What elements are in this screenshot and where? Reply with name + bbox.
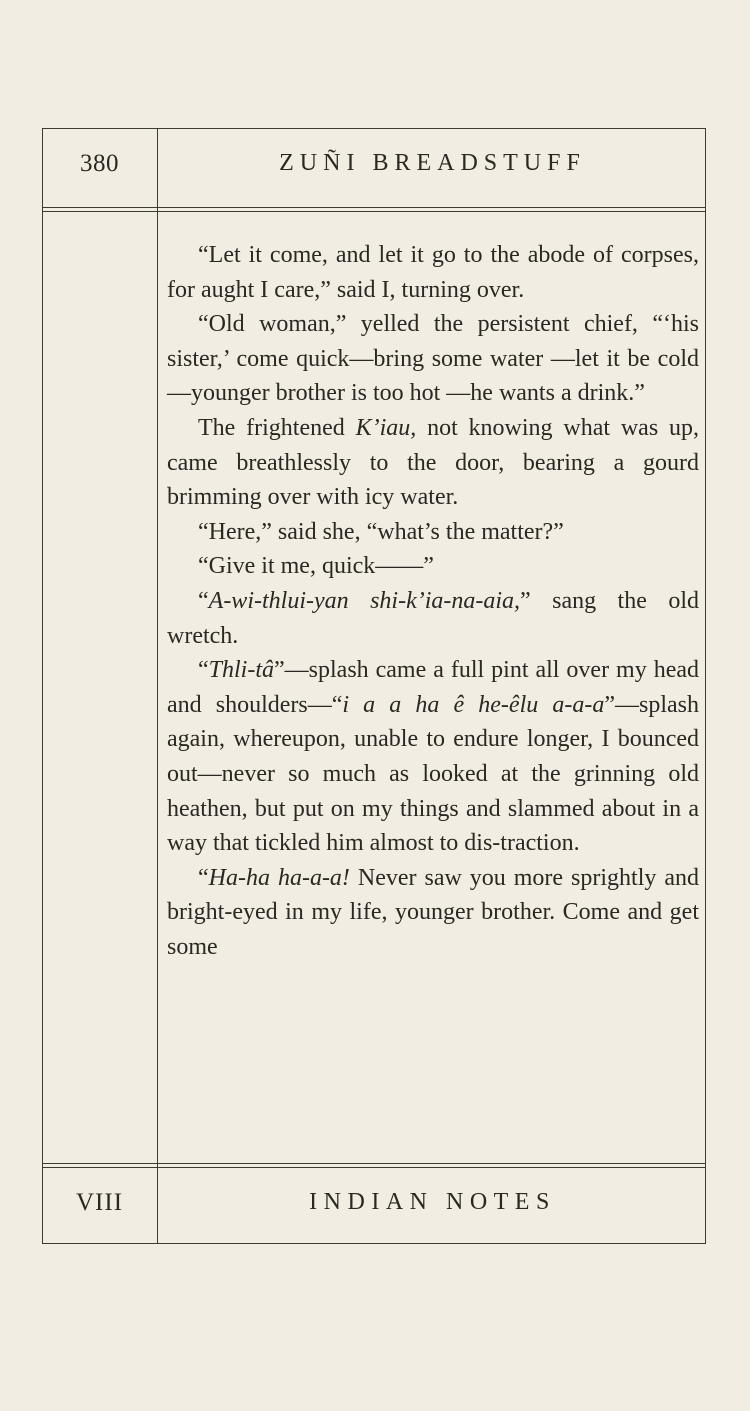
text-run: Never saw you more sprightly and bright-eyed in my life, younger brother. Come and get some: [167, 864, 699, 960]
text-run: “: [198, 864, 209, 891]
italic-text: A-wi-thlui-yan shi-k’ia-na-aia,: [208, 587, 521, 614]
text-run: “: [198, 657, 209, 684]
margin-divider: [157, 128, 158, 1244]
text-run: “Let it come, and let it go to the abode of corpses, for aught I care,” said I, turning over.: [167, 242, 699, 303]
series-title: INDIAN NOTES: [309, 1189, 556, 1215]
section-number: VIII: [75, 1189, 124, 1216]
italic-text: Thli-tâ: [208, 657, 274, 684]
paragraph: [167, 861, 699, 965]
paragraph: [167, 549, 699, 584]
italic-text: Ha-ha ha-a-a!: [208, 864, 350, 891]
footer-rule-inner: [42, 1167, 706, 1168]
text-run: not knowing what was up, came breathlessly to the door, bearing a gourd brimming over with icy water.: [167, 414, 699, 511]
text-run: ”—splash came a full pint all over my head and shoulders—“: [167, 657, 699, 718]
header-rule: [42, 207, 706, 208]
italic-text: K’iau,: [355, 414, 417, 441]
paragraph: [167, 653, 699, 861]
paragraph: [167, 238, 699, 307]
paragraph: [167, 515, 699, 550]
paragraph: [167, 307, 699, 411]
paragraph: [167, 584, 699, 653]
text-run: ” sang the old wretch.: [167, 587, 699, 649]
text-run: “Give it me, quick——”: [198, 553, 434, 580]
text-run: “Old woman,” yelled the persistent chief, “‘his sister,’ come quick—bring some water —let it be cold—younger brother is too hot —he wants a drink.”: [167, 311, 699, 407]
italic-text: i a a ha ê he-êlu a-a-a: [342, 691, 605, 718]
header-rule-inner: [42, 211, 706, 212]
paragraph: [167, 411, 699, 515]
footer-rule: [42, 1163, 706, 1164]
text-run: “Here,” said she, “what’s the matter?”: [198, 518, 564, 545]
page-number: 380: [80, 150, 119, 177]
body-text: [167, 238, 699, 964]
text-run: The frightened: [198, 414, 356, 441]
text-run: ”—splash again, whereupon, unable to endure longer, I bounced out—never so much as looked at the grinning old heathen, but put on my things and slammed about in a way that tickled him almost to dis-traction.: [167, 691, 699, 857]
text-run: “: [198, 587, 209, 614]
running-title: ZUÑI BREADSTUFF: [279, 150, 586, 176]
